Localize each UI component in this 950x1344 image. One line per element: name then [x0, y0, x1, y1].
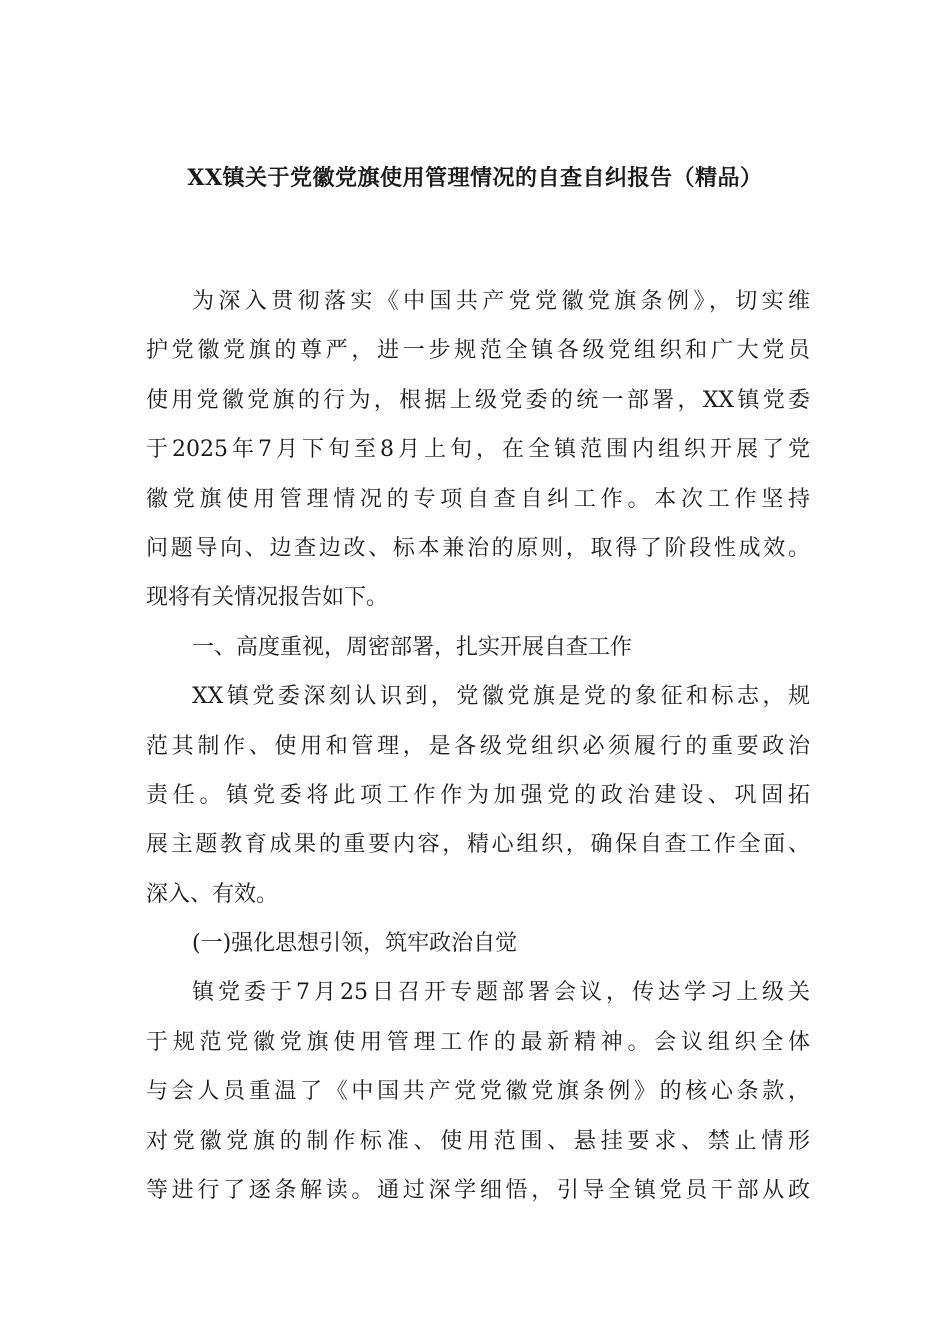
paragraph-line: XX镇党委深刻认识到，党徽党旗是党的象征和标志，规 [192, 684, 810, 710]
paragraph-line: 护党徽党旗的尊严，进一步规范全镇各级党组织和广大党员 [146, 338, 810, 364]
paragraph-line: 与会人员重温了《中国共产党党徽党旗条例》的核心条款， [146, 1079, 810, 1105]
paragraph-line: 于2025年7月下旬至8月上旬，在全镇范围内组织开展了党 [146, 437, 810, 463]
paragraph-line: (一)强化思想引领，筑牢政治自觉 [192, 931, 518, 957]
paragraph-line: 一、高度重视，周密部署，扎实开展自查工作 [192, 634, 633, 660]
paragraph-line: 等进行了逐条解读。通过深学细悟，引导全镇党员干部从政 [146, 1178, 810, 1204]
paragraph-line: 于规范党徽党旗使用管理工作的最新精神。会议组织全体 [146, 1029, 810, 1055]
paragraph-line: 徽党旗使用管理情况的专项自查自纠工作。本次工作坚持 [146, 486, 810, 512]
paragraph-line: 对党徽党旗的制作标准、使用范围、悬挂要求、禁止情形 [146, 1128, 810, 1154]
document-body [146, 277, 810, 1215]
paragraph-line: 问题导向、边查边改、标本兼治的原则，取得了阶段性成效。 [146, 535, 810, 561]
paragraph-line: 责任。镇党委将此项工作作为加强党的政治建设、巩固拓 [146, 782, 810, 808]
paragraph-line: 深入、有效。 [146, 881, 279, 907]
paragraph-line: 使用党徽党旗的行为，根据上级党委的统一部署，XX镇党委 [146, 387, 810, 413]
document-title: XX镇关于党徽党旗使用管理情况的自查自纠报告（精品） [187, 165, 763, 191]
paragraph-line: 镇党委于7月25日召开专题部署会议，传达学习上级关 [192, 980, 810, 1006]
paragraph-line: 为深入贯彻落实《中国共产党党徽党旗条例》，切实维 [192, 289, 810, 314]
paragraph-line: 范其制作、使用和管理，是各级党组织必须履行的重要政治 [146, 733, 810, 759]
paragraph-line: 展主题教育成果的重要内容，精心组织，确保自查工作全面、 [146, 832, 810, 858]
paragraph-line: 现将有关情况报告如下。 [146, 585, 389, 611]
